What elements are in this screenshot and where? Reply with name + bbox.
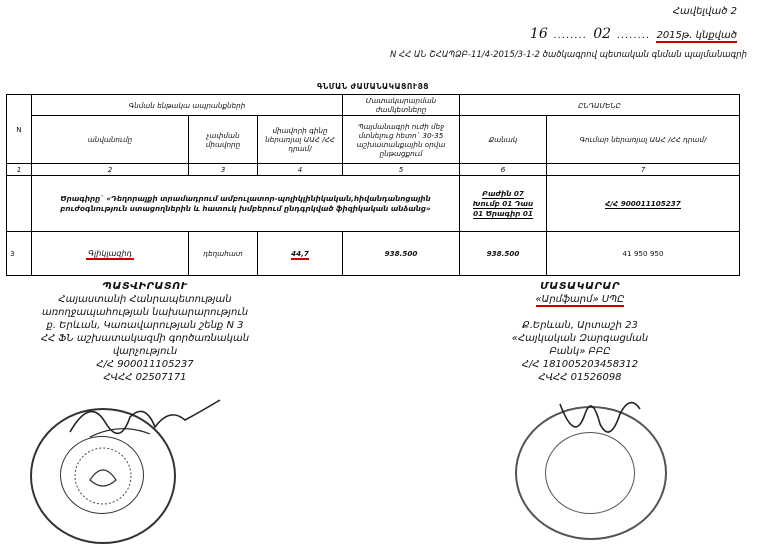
unit-price-header: միավորի գինը ներառյալ ԱԱՀ /ՀՀ դրամ/ <box>258 116 343 164</box>
quantity-header: Քանակ <box>460 116 547 164</box>
row-delivery: 938.500 <box>343 232 460 276</box>
amount-header: Գումար ներառյալ ԱԱՀ /ՀՀ դրամ/ <box>547 116 740 164</box>
buyer-line: ՀՎՀՀ 02507171 <box>103 372 187 383</box>
budget-classification: Բաժին 07 Խումբ 01 Դաս 01 Ծրագիր 01 <box>460 176 547 232</box>
buyer-line: Հայաստանի Հանրապետության <box>58 294 232 305</box>
row-number: 3 <box>7 232 32 276</box>
row-unit-price: 44,7 <box>258 232 343 276</box>
row-unit: դեղահատ <box>189 232 258 276</box>
program-description: Ծրագիրը` «Դեղորայքի տրամադրում ամբուլատոր-պոլիկլինիկական,հիվանդանոցային բուժօգնություն ստացողներին և հատուկ խմբերում ընդգրկված ֆիզիկական անձանց» <box>32 176 460 232</box>
buyer-title: ՊԱՏՎԻՐԱՏՈՒ <box>102 281 188 292</box>
supplier-line: Բանկ» ԲԲԸ <box>549 346 611 357</box>
col-number: 5 <box>343 164 460 176</box>
supplier-line: «Հայկական Զարգացման <box>511 333 649 344</box>
col-number: 2 <box>32 164 189 176</box>
goods-group-header: Գնման ենթակա ապրանքների <box>32 95 343 116</box>
supplier-line: Ք.Երևան, Արտաշի 23 <box>522 320 638 331</box>
buyer-line: վարչություն <box>112 346 178 357</box>
row-amount: 41 950 950 <box>547 232 740 276</box>
schedule-table <box>6 94 740 276</box>
delivery-group-header: Մատակարարման ժամկետները <box>343 95 460 116</box>
unit-header: չափման միավորը <box>189 116 258 164</box>
date-day: 16 <box>529 26 548 42</box>
row-name: Գլիկլազիդ <box>32 232 189 276</box>
col-number: 6 <box>460 164 547 176</box>
supplier-line: ՀՎՀՀ 01526098 <box>538 372 622 383</box>
contract-date: 16 ........ 02 ........ 2015թ. կնքված <box>529 26 737 42</box>
date-year: 2015թ. կնքված <box>656 30 737 41</box>
supplier-line: Հ/Հ 181005203458312 <box>521 359 639 370</box>
buyer-line: ք. Երևան, Կառավարության շենք N 3 <box>46 320 244 331</box>
buyer-line: ՀՀ ՖՆ աշխատակազմի գործառնական <box>40 333 250 344</box>
buyer-line: առողջապահության նախարարություն <box>41 307 249 318</box>
col-number: 4 <box>258 164 343 176</box>
supplier-block <box>445 280 715 384</box>
date-month: 02 <box>593 26 612 42</box>
col-number: 1 <box>7 164 32 176</box>
supplier-title: ՄԱՏԱԿԱՐԱՐ <box>540 281 620 292</box>
annex-label: Հավելված 2 <box>672 6 737 17</box>
table-tax-id: Հ/Հ 900011105237 <box>547 176 740 232</box>
buyer-line: Հ/Հ 900011105237 <box>96 359 194 370</box>
supplier-signature-icon <box>540 384 660 454</box>
row-quantity: 938.500 <box>460 232 547 276</box>
col-number: 7 <box>547 164 740 176</box>
name-header: անվանումը <box>32 116 189 164</box>
buyer-block <box>10 280 280 384</box>
supplier-name: «Արմֆարմ» ՍՊԸ <box>535 294 625 305</box>
col-n-header: N <box>7 95 32 164</box>
schedule-title: ԳՆՄԱՆ ԺԱՄԱՆԱԿԱՑՈՒՅՑ <box>316 82 430 91</box>
contract-reference: N ՀՀ ԱՆ ՇՀԱՊՁԲ-11/4-2015/3-1-2 ծածկագրով պետական գնման պայմանագրի <box>389 50 747 60</box>
buyer-signature-icon <box>60 392 240 452</box>
col-number: 3 <box>189 164 258 176</box>
table-row <box>7 232 740 276</box>
delivery-header: Պայմանագրի ուժի մեջ մտնելուց հետո` 30-35 աշխատանքային օրվա ընթացքում <box>343 116 460 164</box>
total-group-header: ԸՆԴԱՄԵՆԸ <box>460 95 740 116</box>
